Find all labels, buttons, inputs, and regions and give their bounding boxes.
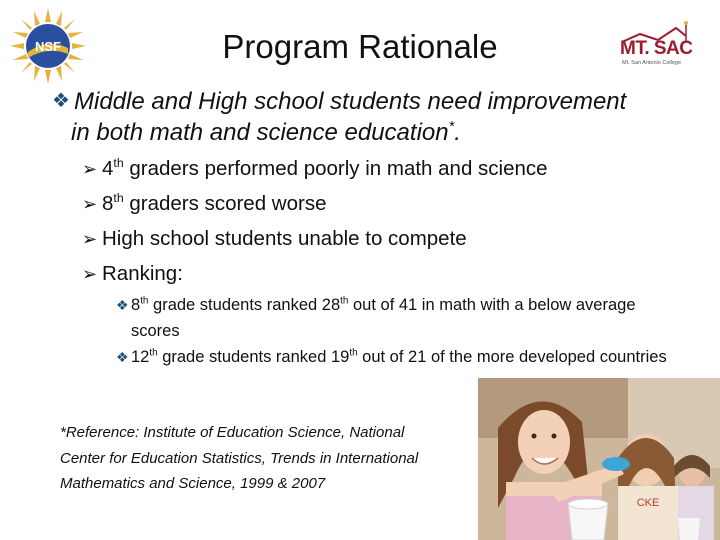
diamond-bullet-icon: ❖ bbox=[116, 297, 129, 313]
students-photo bbox=[478, 378, 720, 540]
arrow-bullet-icon: ➢ bbox=[82, 159, 98, 179]
mtsac-logo-subtext: Mt. San Antonio College bbox=[622, 60, 682, 66]
arrow-bullet-icon: ➢ bbox=[82, 194, 98, 214]
reference-line: Center for Education Statistics, Trends in International bbox=[60, 449, 419, 467]
reference-line: Mathematics and Science, 1999 & 2007 bbox=[60, 475, 326, 492]
reference-line: *Reference: Institute of Education Science, National bbox=[60, 424, 405, 441]
main-bullet-line2: in both math and science education*. bbox=[71, 119, 461, 146]
ranking-item: ❖ 12th grade students ranked 19th out of 21 of the more developed countries bbox=[116, 344, 676, 370]
arrow-bullet-icon: ➢ bbox=[82, 229, 98, 249]
ranking-item: ❖ 8th grade students ranked 28th out of 41 in math with a below average scores bbox=[116, 292, 676, 344]
sub-bullet-item: ➢ Ranking: bbox=[82, 262, 183, 285]
sub-bullet-item: ➢ 4th graders performed poorly in math and science bbox=[82, 156, 548, 180]
sub-bullet-item: ➢ High school students unable to compete bbox=[82, 227, 467, 250]
sub-bullet-item: ➢ 8th graders scored worse bbox=[82, 191, 327, 215]
mtsac-logo-text: MT. SAC bbox=[620, 38, 693, 59]
main-bullet-line1: Middle and High school students need improvement bbox=[74, 88, 627, 115]
diamond-bullet-icon: ❖ bbox=[52, 90, 70, 112]
nsf-logo-text: NSF bbox=[35, 39, 61, 54]
reference-note bbox=[60, 420, 480, 497]
slide-title: Program Rationale bbox=[222, 28, 498, 65]
arrow-bullet-icon: ➢ bbox=[82, 264, 98, 284]
diamond-bullet-icon: ❖ bbox=[116, 349, 129, 365]
svg-text:CKE: CKE bbox=[636, 497, 660, 509]
